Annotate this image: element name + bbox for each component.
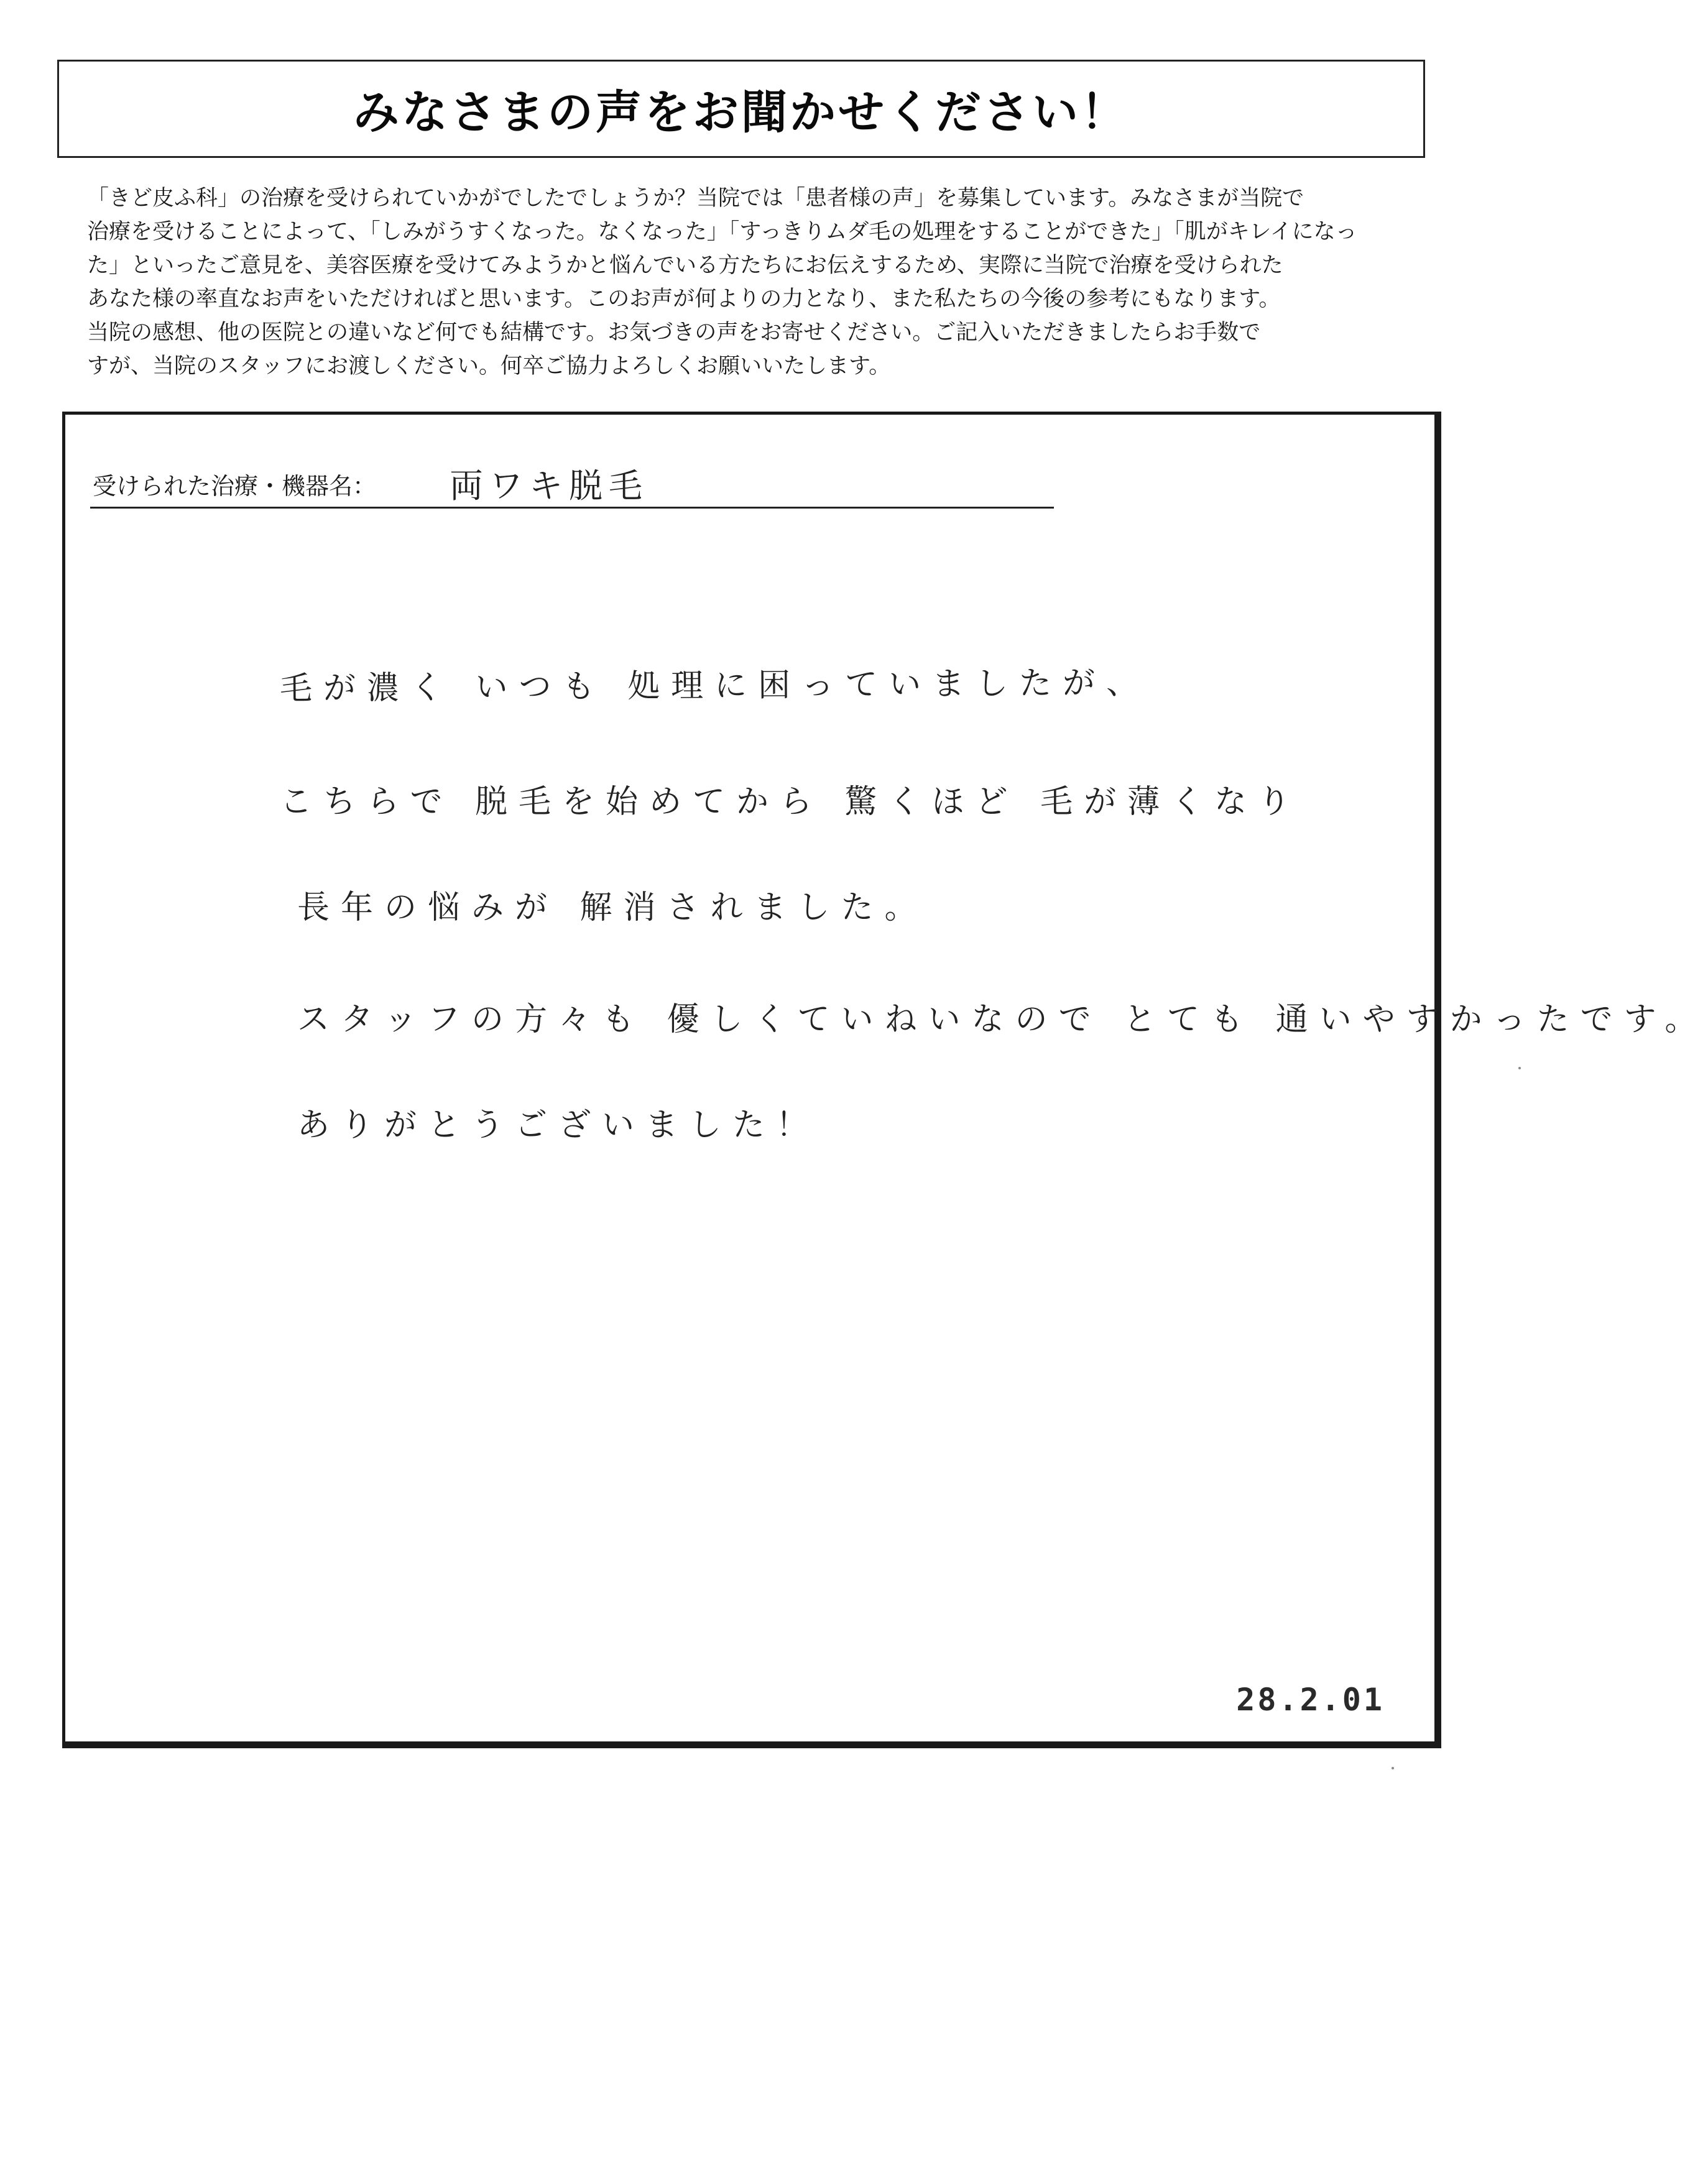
intro-line: 治療を受けることによって、「しみがうすくなった。なくなった」「すっきりムダ毛の処理をすることができた」「肌がキレイになっ [87,219,1357,244]
comment-line: スタッフの方々も 優しくていねいなので とても 通いやすかったです。 [297,1001,1708,1038]
treatment-field [90,458,1054,509]
page-title: みなさまの声をお聞かせください！ [353,86,1129,139]
intro-line: あなた様の率直なお声をいただければと思います。このお声が何よりの力となり、また私たちの今後の参考にもなります。 [87,287,1281,311]
intro-line: すが、当院のスタッフにお渡しください。何卒ご協力よろしくお願いいたします。 [87,354,891,379]
scan-speck [1518,1067,1521,1069]
comment-line: 長年の悩みが 解消されました。 [297,889,928,926]
intro-line: 「きど皮ふ科」の治療を受けられていかがでしたでしょうか？当院では「患者様の声」を募集しています。みなさまが当院で [87,186,1304,211]
scan-speck [1392,1767,1394,1769]
intro-line: 当院の感想、他の医院との違いなど何でも結構です。お気づきの声をお寄せください。ご記入いただきましたらお手数で [87,320,1261,345]
title-box [57,60,1425,158]
comment-line: ありがとうございました！ [297,1107,820,1144]
comment-form-box [62,412,1708,1748]
treatment-label: 受けられた治療・機器名： [93,473,377,500]
comment-line: こちらで 脱毛を始めてから 驚くほど 毛が薄くなり [280,783,1302,821]
date-stamp: 28.2.01 [1236,1682,1385,1718]
comment-line: 毛が濃く いつも 処理に困っていましたが、 [279,664,1150,708]
intro-line: た」といったご意見を、美容医療を受けてみようかと悩んでいる方たちにお伝えするため、実際に当院で治療を受けられた [87,253,1283,278]
treatment-value: 両ワキ脱毛 [450,466,649,505]
intro-paragraph [87,182,1430,383]
